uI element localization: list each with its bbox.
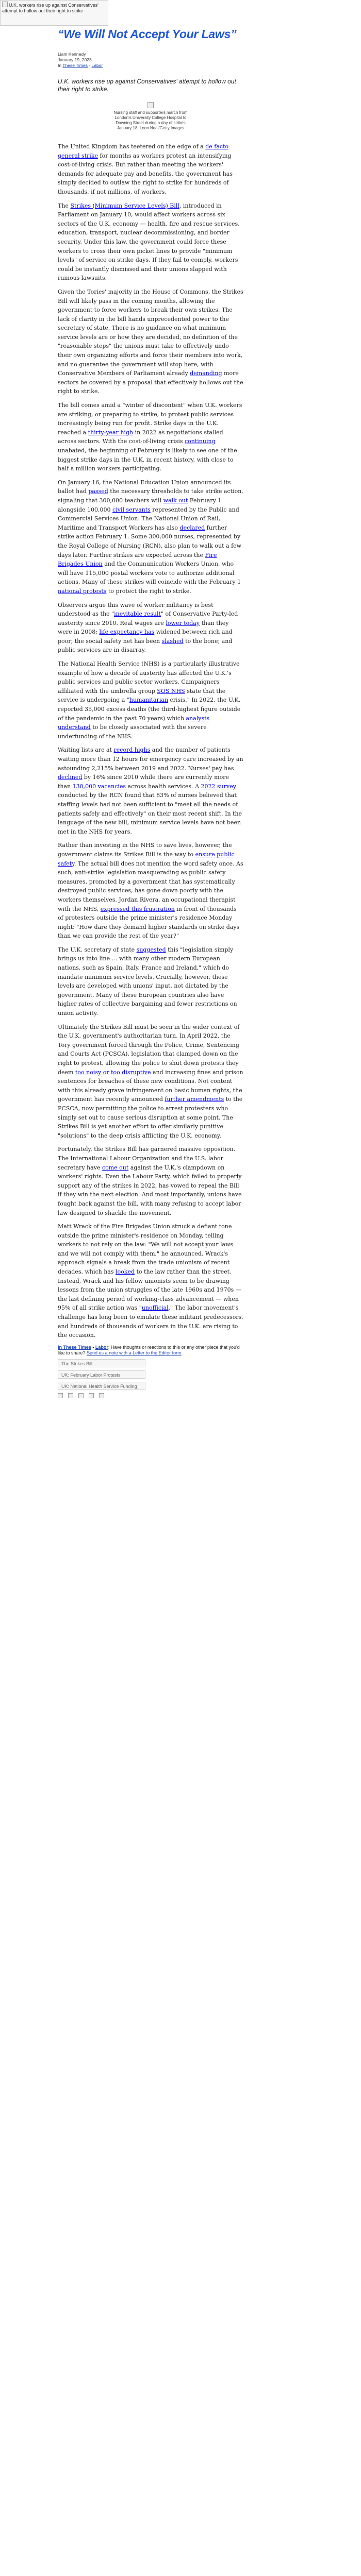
letters-prompt: : Have thoughts or reactions to this or any other piece that you'd like to share?: [58, 1344, 240, 1355]
related-link[interactable]: [58, 1370, 145, 1379]
inline-link[interactable]: humanitarian: [129, 697, 169, 704]
paragraph-text: to be closely associated with the severe underfunding of the NHS.: [58, 724, 207, 740]
paragraph-text: Observers argue this wave of worker militancy is best understood as the ": [58, 601, 214, 618]
article-paragraph: [58, 945, 243, 1018]
paragraph-text: Matt Wrack of the Fire Brigades Union struck a defiant tone outside the prime minister's residence on Monday, telling workers to not rely on the law: "We will not accept your laws and we will not comply with them," he announced. Wrack's approach signals a break from the trade unionism of recent decades, which has: [58, 1223, 234, 1276]
paragraph-text: The National Health Service (NHS) is a particularly illustrative example of how a decade of austerity has affected the U.K.'s public services and public sector workers. Campaigners affiliated with the umbrella group: [58, 660, 240, 694]
paragraph-text: Fortunately, the Strikes Bill has garnered massive opposition. The International Labour Organization and the U.S. labor secretary have: [58, 1146, 236, 1171]
paragraph-text: The: [58, 202, 71, 209]
article-paragraph: [58, 1023, 243, 1141]
related-prefix: UK:: [61, 1383, 71, 1389]
inline-link[interactable]: declined: [58, 774, 83, 781]
paragraph-text: the necessary thresholds to take strike action, signaling that 300,000 teachers will: [58, 488, 243, 504]
inline-link[interactable]: life expectancy has: [99, 629, 155, 636]
email-icon[interactable]: [78, 1393, 84, 1398]
inline-link[interactable]: 2022 survey: [201, 783, 236, 790]
paragraph-text: represented by the Public and Commercial Services Union. The National Union of Rail, Maritime and Transport Workers has also: [58, 506, 239, 531]
article-paragraph: [58, 745, 243, 836]
share-icons: [58, 1393, 243, 1399]
publication-link[interactable]: These Times: [62, 63, 88, 68]
paragraph-text: against the U.K.'s clampdown on workers' rights. Even the Labour Party, which failed to properly support any of the strikes in 2022, has vowed to repeal the Bill if they win the next election. And most importantly, unions have fought back against the bill, with many refusing to accept labor law designed to shackle the movement.: [58, 1164, 242, 1216]
paragraph-text: further strike action February 1. Some 300,000 nurses, represented by the Royal College of Nursing (RCN), also plan to walk out a few days later. Further strikes are expected across the: [58, 524, 242, 558]
inline-link[interactable]: ensure public safety: [58, 851, 235, 867]
related-link[interactable]: [58, 1382, 145, 1390]
article-paragraph: [58, 1145, 243, 1217]
paragraph-text: unabated, the beginning of February is likely to see one of the biggest strike days in the U.K. in recent history, with close to half a million workers participating.: [58, 447, 237, 472]
letters-note: [58, 1345, 243, 1356]
inline-link[interactable]: looked: [116, 1268, 135, 1276]
paragraph-text: Rather than investing in the NHS to save lives, however, the government claims its Strikes Bill is the way to: [58, 842, 232, 858]
paragraph-text: . The actual bill does not mention the word safety once. As such, anti-strike legislation masquerading as public safety measures, promoted by a government that has systematically destroyed public services, has gone down poorly with the workers themselves. Jordan Rivera, an occupational therapist with the NHS,: [58, 860, 243, 912]
article-paragraph: [58, 1222, 243, 1340]
article-paragraph: [58, 478, 243, 596]
source-sep: -: [87, 63, 92, 68]
article-paragraph: [58, 401, 243, 473]
paragraph-text: and increasing fines and prison sentences for breaches of these new conditions. Not content with this already grave infringement on basic human rights, the government has recently announced: [58, 1069, 243, 1103]
paragraph-text: state that the service is undergoing a ": [58, 687, 226, 704]
paragraph-text: Waiting lists are at: [58, 747, 114, 754]
paragraph-text: February 1 alongside 100,000: [58, 497, 222, 513]
inline-link[interactable]: suggested: [136, 946, 166, 953]
article-paragraph: [58, 601, 243, 655]
paragraph-text: across health services. A: [126, 783, 201, 790]
paragraph-text: by 16% since 2010 while there are currently more than: [58, 774, 229, 790]
related-label: National Health Service Funding: [70, 1383, 137, 1389]
masthead-logo-alt: U.K. workers rise up against Conservatives' attempt to hollow out their right to strike: [2, 3, 99, 13]
source-prefix: In: [58, 63, 63, 68]
paragraph-text: The bill comes amid a "winter of discontent" when U.K. workers are striking, or preparing to strike, to protest public services increasingly being run for profit. Strike days in the U.K. reached a: [58, 402, 242, 436]
paragraph-text: and the Communication Workers Union, who will have 115,000 postal workers vote to authorize additional actions. Many of these strikes will coincide with the February 1: [58, 561, 241, 586]
letter-to-editor-link[interactable]: Send us a note with a Letter to the Editor form: [87, 1350, 182, 1355]
related-link[interactable]: [58, 1359, 145, 1367]
inline-link[interactable]: unofficial: [141, 1304, 169, 1312]
paragraph-text: On January 16, the National Education Union announced its ballot had: [58, 479, 231, 495]
photo-placeholder-icon: [147, 102, 154, 108]
paragraph-text: this "legislation simply brings us into line … with many other modern European nations, such as Spain, Italy, France and Ireland," which do mandate minimum service levels. Crucially, however, these levels are developed with unions' input, not dictated by the government. Many of these European countries also have higher rates of collective bargaining and fewer restrictions on union activity.: [58, 946, 237, 1017]
article-container: [58, 0, 243, 1399]
inline-link[interactable]: declared: [179, 524, 205, 531]
article-paragraph: [58, 287, 243, 396]
twitter-icon[interactable]: [68, 1393, 73, 1398]
related-label: February Labor Protests: [70, 1372, 121, 1378]
paragraph-text: The U.K. secretary of state: [58, 946, 137, 953]
footer-section-link[interactable]: Labor: [95, 1344, 108, 1350]
paragraph-text: " of Conservative Party-led austerity since 2010. Real wages are: [58, 611, 238, 626]
article-body: [58, 142, 243, 1340]
inline-link[interactable]: come out: [102, 1164, 129, 1171]
paragraph-text: crisis." In 2022, the U.K. reported 35,000 excess deaths (the third-highest figure outside of the pandemic in the past 70 years) which: [58, 697, 241, 722]
paragraph-text: in 2022 as negotiations stalled across sectors. With the cost-of-living crisis: [58, 429, 223, 445]
paragraph-text: widened between rich and poor; the social safety net has been: [58, 629, 233, 645]
inline-link[interactable]: thirty-year high: [88, 429, 134, 436]
footer-sep: -: [91, 1344, 95, 1350]
paragraph-text: in front of thousands of protesters outside the prime minister's residence Monday night: "How dare they demand higher standards on strike days than we can provide the rest of the year?": [58, 905, 240, 940]
paragraph-text: Ultimately the Strikes Bill must be seen in the wider context of the U.K. government's authoritarian turn. In April 2022, the Tory government forced through the Police, Crime, Sentencing and Courts Act (PCSCA), legislation that clamped down on the right to protest, allowing the police to shut down protests they deem: [58, 1023, 240, 1076]
paragraph-text: , introduced in Parliament on January 10, would affect workers across six sectors of the U.K. economy — health, fire and rescue services, education, transport, nuclear decommissioning, and border security. Under this law, the government could force these workers to cross their own picket lines to provide "minimum levels" of service on strike days. If they fail to comply, workers could be instantly dismissed and their unions slapped with ruinous lawsuits.: [58, 202, 240, 282]
paragraph-text: to the PCSCA, now permitting the police to arrest protesters who simply set out to cause serious disruption at some point. The Strikes Bill is yet another effort to offer similarly punitive "solutions" to the deep crisis afflicting the U.K. economy.: [58, 1096, 243, 1139]
paragraph-text: conducted by the RCN found that 83% of nurses believed that staffing levels had not been sufficient to "meet all the needs of patients safely and effectively" on their most recent shift. In the language of the new bill, minimum service levels have not been met in the NHS for years.: [58, 792, 242, 835]
article-paragraph: [58, 659, 243, 741]
article-title: “We Will Not Accept Your Laws”: [58, 27, 237, 41]
paragraph-text: to the bone; and public services are in disarray.: [58, 637, 233, 654]
article-paragraph: [58, 201, 243, 283]
article-author: Liam Kennedy: [58, 52, 86, 57]
paragraph-text: and the number of patients waiting more than 12 hours for emergency care increased by an astounding 2,215% between 2019 and 2022. Nurses' pay has: [58, 747, 243, 772]
section-link[interactable]: Labor: [91, 63, 103, 68]
article-paragraph: [58, 142, 243, 197]
inline-link[interactable]: civil servants: [112, 506, 151, 513]
inline-link[interactable]: passed: [88, 488, 108, 495]
inline-link[interactable]: de facto general strike: [58, 143, 229, 159]
article-source: [58, 63, 243, 69]
broken-image-icon: [2, 2, 8, 7]
article-lede: U.K. workers rise up against Conservatives' attempt to hollow out their right to strike.: [58, 78, 236, 93]
paragraph-text: for months as workers protest an intensifying cost-of-living crisis. But rather than meeting the workers' demands for adequate pay and benefits, the government has simply decided to outlaw the right to strike for hundreds of thousands, if not millions, of workers.: [58, 152, 233, 195]
inline-link[interactable]: Fire Brigades Union: [58, 551, 217, 568]
related-label: The Strikes Bill: [61, 1361, 93, 1366]
paragraph-text: to protect the right to strike.: [106, 587, 191, 595]
inline-link[interactable]: lower today: [166, 619, 200, 626]
related-links: [58, 1359, 243, 1390]
paragraph-text: than they were in 2008;: [58, 619, 229, 636]
inline-link[interactable]: SOS NHS: [157, 687, 185, 694]
inline-link[interactable]: expressed this frustration: [100, 905, 175, 912]
related-prefix: UK:: [61, 1372, 71, 1378]
inline-link[interactable]: national protests: [58, 587, 107, 595]
inline-link[interactable]: walk out: [163, 497, 188, 504]
article-meta: [58, 52, 243, 69]
inline-link[interactable]: inevitable result: [114, 611, 161, 618]
facebook-icon[interactable]: [58, 1393, 63, 1398]
article-paragraph: [58, 841, 243, 941]
letters-end: .: [181, 1350, 183, 1355]
article-photo: [113, 102, 188, 131]
paragraph-text: Given the Tories' majority in the House of Commons, the Strikes Bill will likely pass in the coming months, allowing the government to force workers to break their own strikes. The lack of clarity in the bill hands unprecedented power to the secretary of state. There is no guidance on what minimum service levels are or how they are decided, no definition of the "reasonable steps" the unions must take to effectively undo their own organizing efforts and force their members into work, and no guarantee the government will stop here, with Conservative Members of Parliament already: [58, 288, 243, 377]
footer-publication-link[interactable]: In These Times: [58, 1344, 91, 1350]
inline-link[interactable]: record highs: [113, 747, 151, 754]
paragraph-text: more sectors be covered by a proposal that effectively hollows out the right to strike.: [58, 370, 243, 395]
inline-link[interactable]: slashed: [161, 637, 184, 645]
inline-link[interactable]: continuing: [185, 438, 216, 445]
inline-link[interactable]: Strikes (Minimum Service Levels) Bill: [70, 202, 179, 209]
link-icon[interactable]: [99, 1393, 104, 1398]
paragraph-text: to the law rather than the street. Instead, Wrack and his fellow unionists seem to be drawing lessons from the union struggles of the late 1960s and 1970s — the last defining period of working-class advancement — when 95% of all strike action was ": [58, 1268, 241, 1312]
article-date: January 19, 2023: [58, 57, 92, 62]
inline-link[interactable]: further amendments: [165, 1096, 224, 1103]
inline-link[interactable]: 130,000 vacancies: [72, 783, 126, 790]
inline-link[interactable]: demanding: [190, 370, 222, 377]
paragraph-text: ." The labor movement's challenge has long been to emulate these militant predecessors, and hundreds of thousands of workers in the U.K. are rising to the occasion.: [58, 1304, 243, 1339]
photo-caption: Nursing staff and supporters march from London's University College Hospital to Downing Street during a day of strikes January 18. Leon Neal/Getty Images: [113, 110, 188, 130]
inline-link[interactable]: analysts understand: [58, 715, 210, 731]
paragraph-text: The United Kingdom has teetered on the edge of a: [58, 143, 206, 150]
print-icon[interactable]: [89, 1393, 94, 1398]
inline-link[interactable]: too noisy or too disruptive: [75, 1069, 151, 1076]
